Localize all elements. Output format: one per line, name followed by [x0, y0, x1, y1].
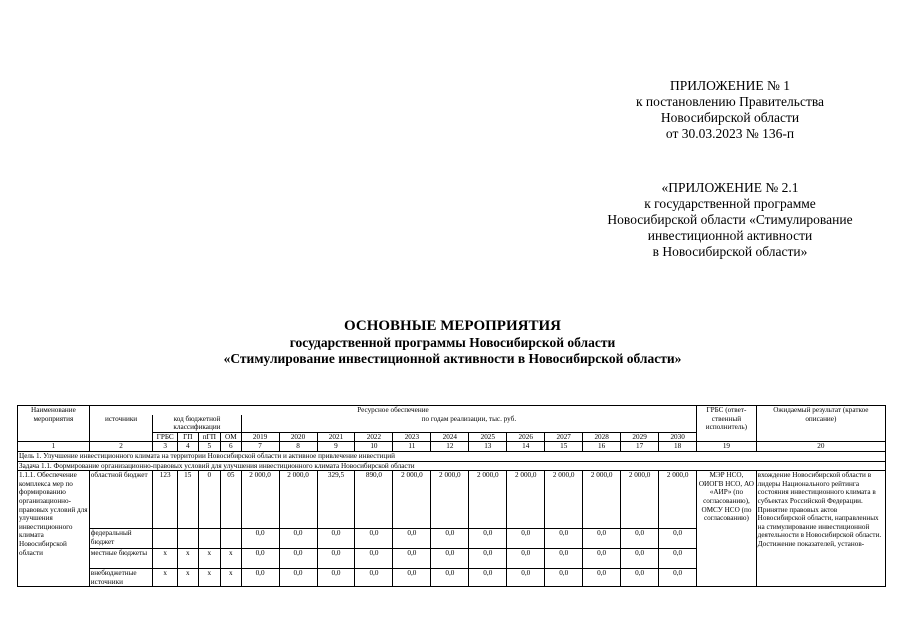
- column-number: 15: [545, 442, 583, 452]
- document-title: [0, 318, 905, 367]
- budget-code-cell: х: [153, 569, 178, 587]
- appendix-1-line: от 30.03.2023 № 136-п: [665, 126, 795, 141]
- amount-cell: 329,5: [317, 471, 355, 529]
- amount-cell: 0,0: [431, 569, 469, 587]
- amount-cell: 0,0: [279, 549, 317, 569]
- column-number: 4: [178, 442, 199, 452]
- amount-cell: 0,0: [317, 549, 355, 569]
- goal-text: Цель 1. Улучшение инвестиционного климата на территории Новосибирской области и активное привлечение инвестиций: [18, 451, 886, 461]
- budget-code-cell: [221, 529, 242, 549]
- column-number: 16: [583, 442, 621, 452]
- activity-name: 1.1.1. Обеспечение комплекса мер по формированию организационно-правовых условий для улучшения инвестиционного климата Новосибирской области: [18, 471, 90, 587]
- header-name: Наименование мероприятия: [18, 406, 90, 442]
- appendix-1-line: ПРИЛОЖЕНИЕ № 1: [669, 78, 791, 93]
- title-line: государственной программы Новосибирской области: [289, 335, 616, 350]
- amount-cell: 2 000,0: [393, 471, 431, 529]
- amount-cell: 2 000,0: [659, 471, 697, 529]
- appendix-2-line: Новосибирской области «Стимулирование: [607, 212, 853, 227]
- column-number: 11: [393, 442, 431, 452]
- title-line: «Стимулирование инвестиционной активности в Новосибирской области»: [223, 351, 682, 366]
- header-year: 2024: [431, 432, 469, 442]
- header-year: 2019: [241, 432, 279, 442]
- amount-cell: 0,0: [659, 569, 697, 587]
- header-year: 2027: [545, 432, 583, 442]
- header-by-years: по годам реализации, тыс. руб.: [241, 415, 697, 433]
- budget-code-cell: 123: [153, 471, 178, 529]
- goal-row: [18, 451, 886, 461]
- amount-cell: 0,0: [545, 529, 583, 549]
- responsible-executor: МЭР НСО, ОИОГВ НСО, АО «АИР» (по согласованию), ОМСУ НСО (по согласованию): [697, 471, 756, 587]
- appendix-1-header: [560, 78, 900, 142]
- amount-cell: 0,0: [621, 549, 659, 569]
- amount-cell: 2 000,0: [431, 471, 469, 529]
- header-code-col: пГП: [198, 432, 221, 442]
- header-budget-code: код бюджетной классификации: [153, 415, 241, 433]
- appendix-2-line: в Новосибирской области»: [652, 244, 808, 259]
- budget-code-cell: 0: [198, 471, 221, 529]
- column-number: 13: [469, 442, 507, 452]
- header-year: 2023: [393, 432, 431, 442]
- budget-code-cell: [153, 529, 178, 549]
- appendix-2-1-header: [560, 180, 900, 260]
- expected-result-paragraph: Принятие правовых актов Новосибирской области, направленных на стимулирование инвестиционной деятельности в Новосибирской области.: [757, 505, 882, 540]
- header-year: 2030: [659, 432, 697, 442]
- amount-cell: 0,0: [393, 529, 431, 549]
- amount-cell: 0,0: [507, 529, 545, 549]
- funding-source: федеральный бюджет: [89, 529, 153, 549]
- budget-code-cell: х: [178, 549, 199, 569]
- budget-code-cell: 05: [221, 471, 242, 529]
- amount-cell: 0,0: [317, 529, 355, 549]
- amount-cell: 0,0: [355, 529, 393, 549]
- amount-cell: 0,0: [393, 569, 431, 587]
- expected-result: [756, 471, 885, 587]
- activity-row: [18, 471, 886, 529]
- budget-code-cell: х: [198, 549, 221, 569]
- amount-cell: 0,0: [469, 549, 507, 569]
- appendix-1-line: к постановлению Правительства: [635, 94, 825, 109]
- amount-cell: 0,0: [659, 549, 697, 569]
- column-number: 12: [431, 442, 469, 452]
- amount-cell: 2 000,0: [621, 471, 659, 529]
- appendix-2-line: «ПРИЛОЖЕНИЕ № 2.1: [661, 180, 799, 195]
- amount-cell: 0,0: [507, 549, 545, 569]
- amount-cell: 0,0: [507, 569, 545, 587]
- amount-cell: 0,0: [355, 569, 393, 587]
- header-year: 2028: [583, 432, 621, 442]
- amount-cell: 2 000,0: [583, 471, 621, 529]
- column-number: 2: [89, 442, 153, 452]
- amount-cell: 0,0: [583, 529, 621, 549]
- amount-cell: 0,0: [317, 569, 355, 587]
- task-row: [18, 461, 886, 471]
- amount-cell: 0,0: [431, 529, 469, 549]
- budget-code-cell: х: [221, 569, 242, 587]
- appendix-2-line: к государственной программе: [644, 196, 816, 211]
- header-result: Ожидаемый результат (краткое описание): [756, 406, 885, 442]
- appendix-1-line: Новосибирской области: [660, 110, 800, 125]
- column-number: 10: [355, 442, 393, 452]
- header-year: 2025: [469, 432, 507, 442]
- column-number: 20: [756, 442, 885, 452]
- budget-code-cell: х: [198, 569, 221, 587]
- header-resources: Ресурсное обеспечение: [89, 406, 696, 415]
- column-number: 3: [153, 442, 178, 452]
- header-year: 2026: [507, 432, 545, 442]
- amount-cell: 2 000,0: [507, 471, 545, 529]
- column-number: 8: [279, 442, 317, 452]
- header-code-col: ГП: [178, 432, 199, 442]
- header-row: [18, 406, 886, 415]
- column-number: 19: [697, 442, 756, 452]
- amount-cell: 0,0: [545, 549, 583, 569]
- amount-cell: 0,0: [469, 569, 507, 587]
- amount-cell: 0,0: [583, 549, 621, 569]
- task-text: Задача 1.1. Формирование организационно-правовых условий для улучшения инвестиционного климата Новосибирской области: [18, 461, 886, 471]
- budget-code-cell: [178, 529, 199, 549]
- amount-cell: 2 000,0: [469, 471, 507, 529]
- budget-code-cell: х: [153, 549, 178, 569]
- column-number: 5: [198, 442, 221, 452]
- funding-source: областной бюджет: [89, 471, 153, 529]
- expected-result-paragraph: вхождение Новосибирской области в лидеры Национального рейтинга состояния инвестиционного климата в субъектах Российской Федерации.: [757, 471, 876, 505]
- column-number-row: [18, 442, 886, 452]
- title-line: ОСНОВНЫЕ МЕРОПРИЯТИЯ: [344, 318, 561, 334]
- amount-cell: 0,0: [241, 529, 279, 549]
- header-grbs: ГРБС (ответ-ственный исполнитель): [697, 406, 756, 442]
- amount-cell: 0,0: [241, 569, 279, 587]
- budget-code-cell: [198, 529, 221, 549]
- amount-cell: 0,0: [659, 529, 697, 549]
- amount-cell: 0,0: [621, 569, 659, 587]
- amount-cell: 2 000,0: [241, 471, 279, 529]
- header-year: 2021: [317, 432, 355, 442]
- column-number: 17: [621, 442, 659, 452]
- header-code-col: ГРБС: [153, 432, 178, 442]
- header-code-col: ОМ: [221, 432, 242, 442]
- budget-code-cell: х: [221, 549, 242, 569]
- expected-result-paragraph: Достижение показателей, установ-: [757, 539, 865, 548]
- amount-cell: 2 000,0: [279, 471, 317, 529]
- amount-cell: 0,0: [621, 529, 659, 549]
- column-number: 1: [18, 442, 90, 452]
- amount-cell: 0,0: [545, 569, 583, 587]
- budget-code-cell: х: [178, 569, 199, 587]
- amount-cell: 0,0: [241, 549, 279, 569]
- funding-source: местные бюджеты: [89, 549, 153, 569]
- appendix-2-line: инвестиционной активности: [647, 228, 813, 243]
- column-number: 18: [659, 442, 697, 452]
- header-sources: источники: [89, 415, 153, 442]
- column-number: 6: [221, 442, 242, 452]
- header-year: 2022: [355, 432, 393, 442]
- amount-cell: 0,0: [393, 549, 431, 569]
- budget-code-cell: 15: [178, 471, 199, 529]
- column-number: 7: [241, 442, 279, 452]
- column-number: 9: [317, 442, 355, 452]
- amount-cell: 0,0: [583, 569, 621, 587]
- header-year: 2020: [279, 432, 317, 442]
- amount-cell: 0,0: [469, 529, 507, 549]
- amount-cell: 0,0: [279, 569, 317, 587]
- header-year: 2029: [621, 432, 659, 442]
- activities-table: [17, 405, 886, 587]
- amount-cell: 2 000,0: [545, 471, 583, 529]
- amount-cell: 0,0: [279, 529, 317, 549]
- amount-cell: 0,0: [355, 549, 393, 569]
- amount-cell: 0,0: [431, 549, 469, 569]
- amount-cell: 890,0: [355, 471, 393, 529]
- column-number: 14: [507, 442, 545, 452]
- funding-source: внебюджетные источники: [89, 569, 153, 587]
